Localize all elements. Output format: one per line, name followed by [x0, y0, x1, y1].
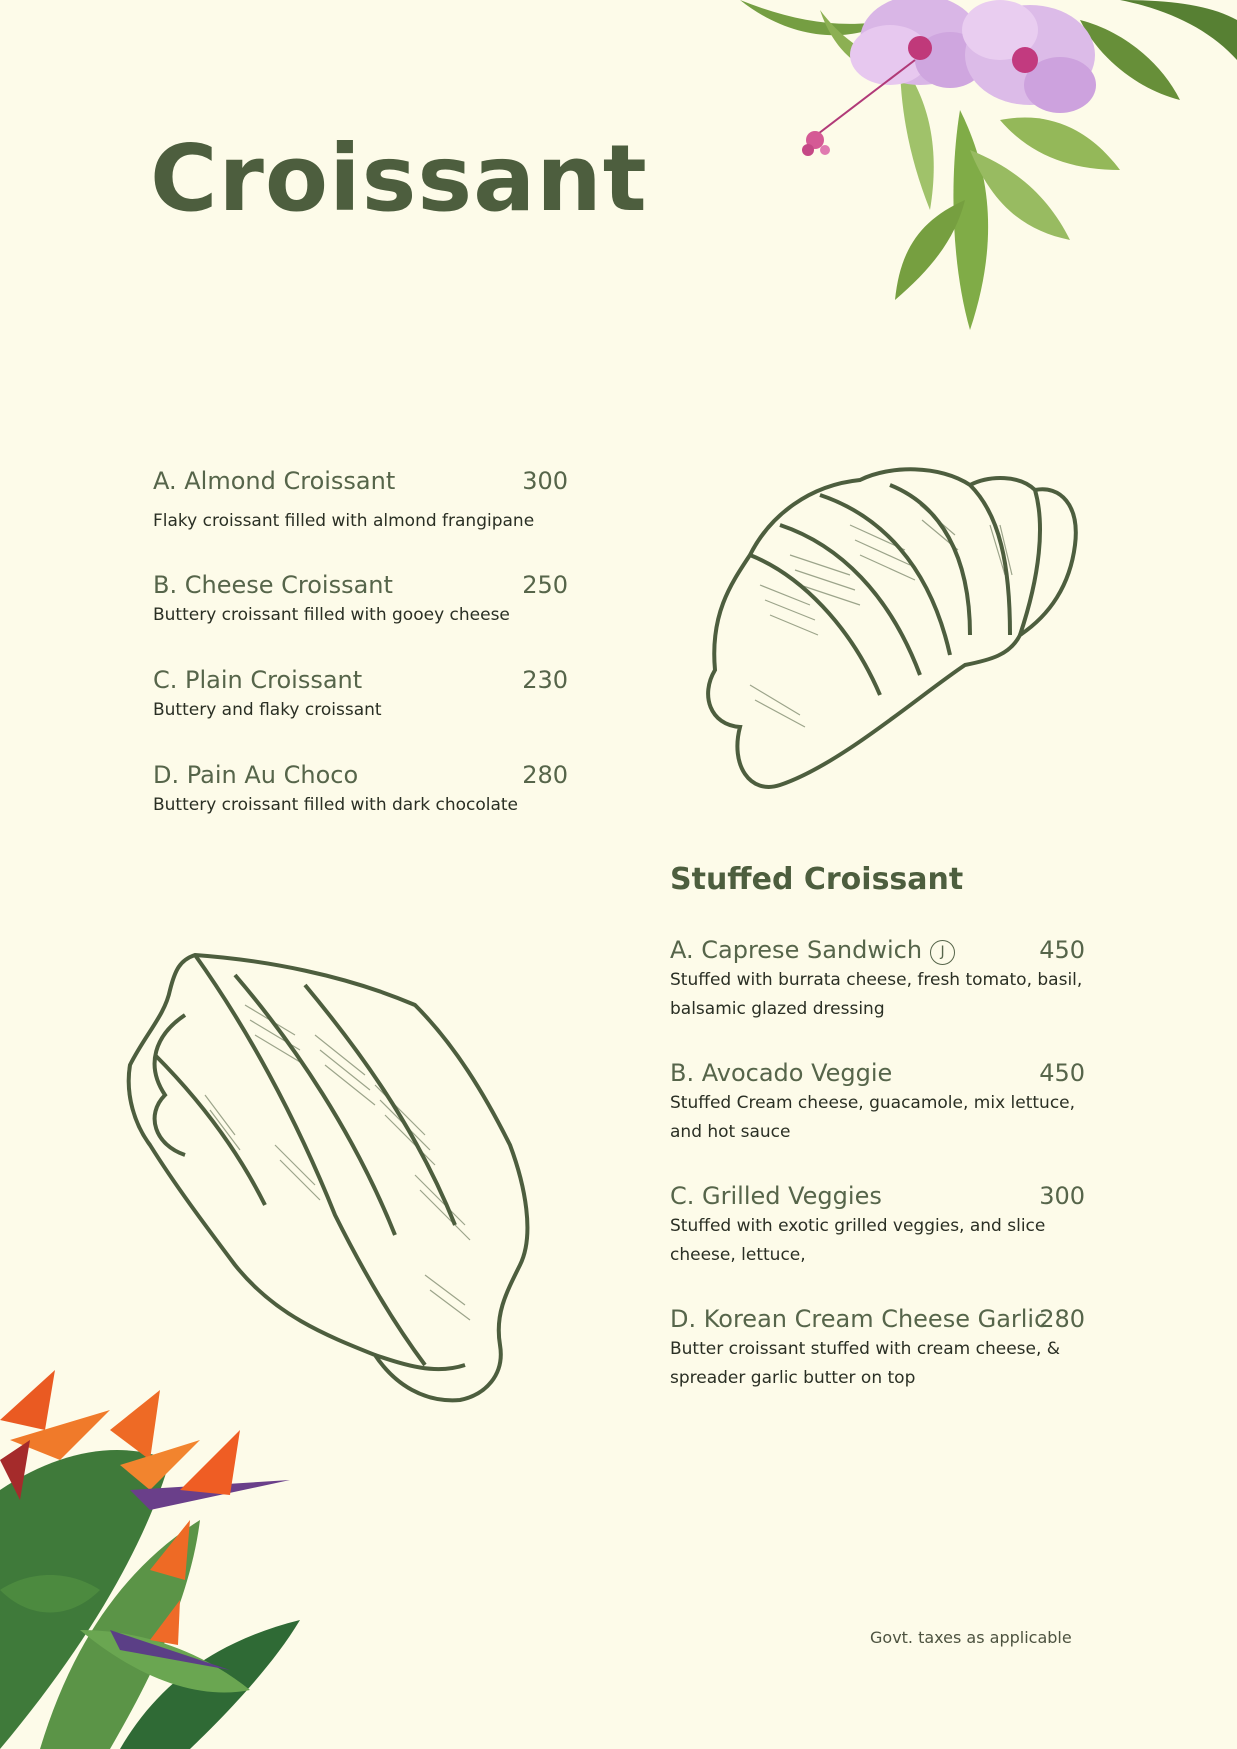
item-description-line: Stuffed Cream cheese, guacamole, mix lettuce,	[670, 1093, 1076, 1113]
item-price: 280	[1039, 1305, 1085, 1333]
item-description	[670, 1089, 1085, 1147]
list-item	[670, 1182, 1085, 1270]
item-description-line: Stuffed with burrata cheese, fresh tomato, basil,	[670, 970, 1083, 990]
item-name: B. Cheese Croissant	[153, 571, 393, 599]
jain-badge-icon: J	[930, 940, 955, 965]
item-description	[670, 1212, 1085, 1270]
stuffed-croissant-sketch-illustration	[125, 945, 595, 1405]
list-item	[153, 761, 568, 820]
item-price: 280	[522, 761, 568, 789]
item-description-line: cheese, lettuce,	[670, 1245, 806, 1265]
list-item	[153, 467, 568, 536]
item-description-line: Stuffed with exotic grilled veggies, and slice	[670, 1216, 1046, 1236]
item-price: 230	[522, 666, 568, 694]
bird-of-paradise-illustration	[0, 1370, 340, 1749]
item-price: 250	[522, 571, 568, 599]
item-name	[670, 936, 955, 965]
item-description	[670, 966, 1085, 1024]
item-name: C. Plain Croissant	[153, 666, 363, 694]
item-name-text: A. Caprese Sandwich	[670, 936, 923, 964]
list-item	[670, 1059, 1085, 1147]
item-name: D. Pain Au Choco	[153, 761, 359, 789]
item-description-line: Butter croissant stuffed with cream cheese, &	[670, 1339, 1061, 1359]
list-item	[153, 666, 568, 725]
item-description-line: balsamic glazed dressing	[670, 999, 885, 1019]
item-price: 300	[522, 467, 568, 495]
item-name: B. Avocado Veggie	[670, 1059, 893, 1087]
page-title: Croissant	[150, 125, 648, 232]
item-price: 300	[1039, 1182, 1085, 1210]
section-title: Stuffed Croissant	[670, 862, 964, 897]
item-description: Flaky croissant filled with almond frangipane	[153, 511, 535, 531]
item-price: 450	[1039, 1059, 1085, 1087]
item-name: C. Grilled Veggies	[670, 1182, 882, 1210]
croissant-sketch-illustration	[690, 465, 1090, 825]
list-item	[670, 1305, 1085, 1393]
item-name: A. Almond Croissant	[153, 467, 396, 495]
item-description: Buttery croissant filled with gooey cheese	[153, 605, 510, 625]
list-item	[670, 936, 1085, 1024]
item-description: Buttery and flaky croissant	[153, 700, 382, 720]
item-description	[670, 1335, 1085, 1393]
list-item	[153, 571, 568, 630]
hibiscus-leaves-illustration	[700, 0, 1237, 345]
item-description-line: and hot sauce	[670, 1122, 791, 1142]
footer-note: Govt. taxes as applicable	[870, 1628, 1072, 1647]
item-description: Buttery croissant filled with dark chocolate	[153, 795, 519, 815]
item-name: D. Korean Cream Cheese Garlic	[670, 1305, 1048, 1333]
item-description-line: spreader garlic butter on top	[670, 1368, 916, 1388]
item-price: 450	[1039, 936, 1085, 964]
